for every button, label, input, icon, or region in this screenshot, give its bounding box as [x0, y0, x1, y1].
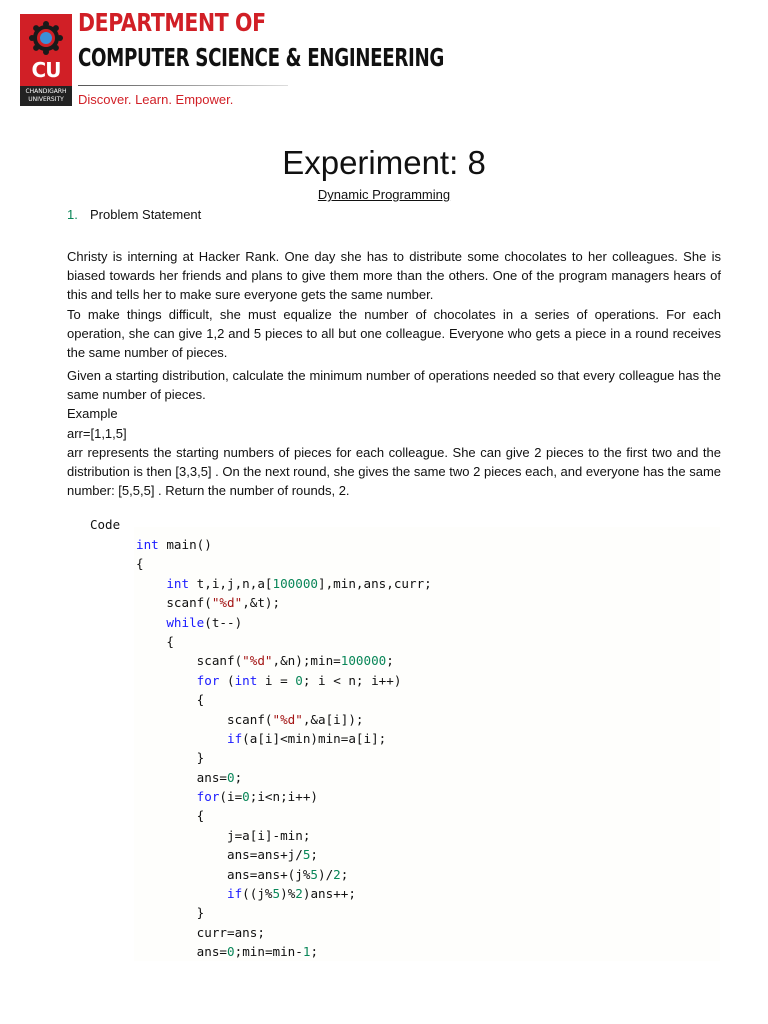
department-heading-line1: DEPARTMENT OF: [78, 8, 266, 37]
problem-statement-block-2: [67, 366, 721, 500]
paragraph: Given a starting distribution, calculate the minimum number of operations needed so that every colleague has the same number of pieces.: [67, 368, 721, 403]
paragraph: To make things difficult, she must equalize the number of chocolates in a series of operations. For each operation, she can give 1,2 and 5 pieces to all but one colleague. Everyone who gets a piece in a round receives the same number of pieces.: [67, 306, 721, 361]
code-token: int: [234, 672, 258, 688]
code-line: [136, 806, 432, 825]
code-token: ;: [234, 769, 243, 785]
code-token: if: [227, 886, 243, 902]
code-line: [136, 942, 432, 961]
code-token: ],min,ans,curr;: [318, 575, 432, 591]
code-token: if: [227, 730, 243, 746]
code-token: )ans++;: [302, 886, 356, 902]
code-token: 1: [302, 944, 311, 960]
code-line: [136, 768, 432, 787]
code-token: {: [196, 808, 205, 824]
code-line: [136, 593, 432, 612]
code-line: [136, 865, 432, 884]
code-line: [136, 651, 432, 670]
code-line: [136, 554, 432, 573]
code-label: Code: [90, 517, 121, 532]
code-token: {: [196, 692, 205, 708]
code-token: ;: [340, 866, 349, 882]
code-token: int: [136, 537, 159, 552]
code-line: [136, 826, 432, 845]
logo-red-panel: [20, 14, 72, 86]
code-line: [136, 903, 432, 922]
code-token: ans=ans+(j%: [227, 866, 311, 882]
example-array: arr=[1,1,5]: [67, 425, 127, 441]
code-token: for: [196, 789, 220, 805]
paragraph: arr represents the starting numbers of pieces for each colleague. She can give 2 pieces to the first two and the distribution is then [3,3,5] . On the next round, she gives the same two 2 pieces each, and everyone has the same number: [5,5,5] . Return the number of rounds, 2.: [67, 444, 721, 499]
code-line: [136, 845, 432, 864]
code-line: [136, 632, 432, 651]
code-token: 0: [242, 789, 250, 805]
code-token: )%: [280, 886, 296, 902]
experiment-title: Experiment: 8: [282, 144, 486, 181]
code-token: }: [196, 750, 205, 766]
code-token: ans=: [196, 769, 228, 785]
code-line: [136, 748, 432, 767]
code-token: (i=: [219, 789, 243, 805]
code-token: 5: [310, 866, 318, 882]
code-token: ;: [310, 847, 319, 863]
code-token: ;: [310, 944, 319, 960]
experiment-subtitle: Dynamic Programming: [317, 187, 451, 202]
section-heading: [67, 207, 201, 222]
code-line: [136, 690, 432, 709]
code-token: {: [136, 556, 144, 572]
problem-statement-block-1: [67, 247, 721, 362]
code-token: 100000: [340, 653, 387, 669]
code-token: ,&n);min=: [272, 653, 341, 669]
code-token: ,&t);: [242, 595, 281, 611]
code-token: ;i<n;i++): [249, 789, 319, 805]
code-token: 2: [295, 886, 303, 902]
code-token: scanf(: [166, 595, 212, 611]
section-number: 1.: [67, 207, 78, 222]
code-token: (: [219, 672, 235, 688]
section-title: Problem Statement: [90, 207, 202, 222]
logo-university-line1: CHANDIGARH: [25, 88, 67, 95]
code-token: ;min=min-: [234, 944, 303, 960]
paragraph: Christy is interning at Hacker Rank. One day she has to distribute some chocolates to her colleagues. She is biased towards her friends and plans to give them more than the others. One of the program managers hears of this and tells her to make sure everyone gets the same number.: [67, 249, 721, 303]
code-token: curr=ans;: [196, 924, 265, 940]
code-token: 2: [333, 866, 341, 882]
code-token: t,i,j,n,a[: [189, 575, 273, 591]
code-token: 0: [227, 769, 235, 785]
code-token: (a[i]<min)min=a[i];: [242, 730, 387, 746]
logo-initials: CU: [31, 58, 61, 82]
code-line: [136, 884, 432, 903]
university-logo: [20, 14, 72, 106]
code-token: ,&a[i]);: [302, 711, 364, 727]
code-token: 0: [227, 944, 235, 960]
code-token: )/: [318, 866, 334, 882]
code-token: "%d": [211, 595, 243, 611]
code-line: [136, 671, 432, 690]
code-line: [136, 574, 432, 593]
logo-university-name: [20, 86, 72, 106]
code-line: [136, 710, 432, 729]
tagline: Discover. Learn. Empower.: [78, 92, 234, 107]
code-token: main(): [158, 537, 212, 552]
code-token: j=a[i]-min;: [227, 827, 311, 843]
department-heading-line2: COMPUTER SCIENCE & ENGINEERING: [78, 43, 445, 72]
code-token: {: [166, 633, 174, 649]
code-token: scanf(: [196, 653, 243, 669]
code-block: [136, 535, 432, 962]
code-token: ;: [386, 653, 394, 669]
code-line: [136, 613, 432, 632]
code-token: (t--): [204, 614, 243, 630]
code-token: 100000: [272, 575, 318, 591]
header-divider: [78, 85, 288, 86]
code-line: [136, 923, 432, 942]
code-token: while: [166, 614, 205, 630]
code-token: i =: [257, 672, 296, 688]
code-token: ans=: [196, 944, 228, 960]
code-token: ; i < n; i++): [302, 672, 402, 688]
code-line: [136, 729, 432, 748]
code-token: 5: [302, 847, 311, 863]
code-token: 0: [295, 672, 303, 688]
emblem-icon: [28, 20, 64, 56]
code-token: }: [196, 905, 205, 921]
code-token: 5: [272, 886, 281, 902]
code-line: [136, 787, 432, 806]
code-token: "%d": [272, 711, 303, 727]
example-label: Example: [67, 406, 118, 422]
code-token: for: [196, 672, 220, 688]
code-token: ans=ans+j/: [227, 847, 303, 863]
code-token: ((j%: [242, 886, 273, 902]
code-line: [136, 535, 432, 554]
code-token: "%d": [242, 653, 273, 669]
code-token: scanf(: [227, 711, 273, 727]
logo-university-line2: UNIVERSITY: [28, 96, 64, 103]
code-token: int: [166, 575, 190, 591]
